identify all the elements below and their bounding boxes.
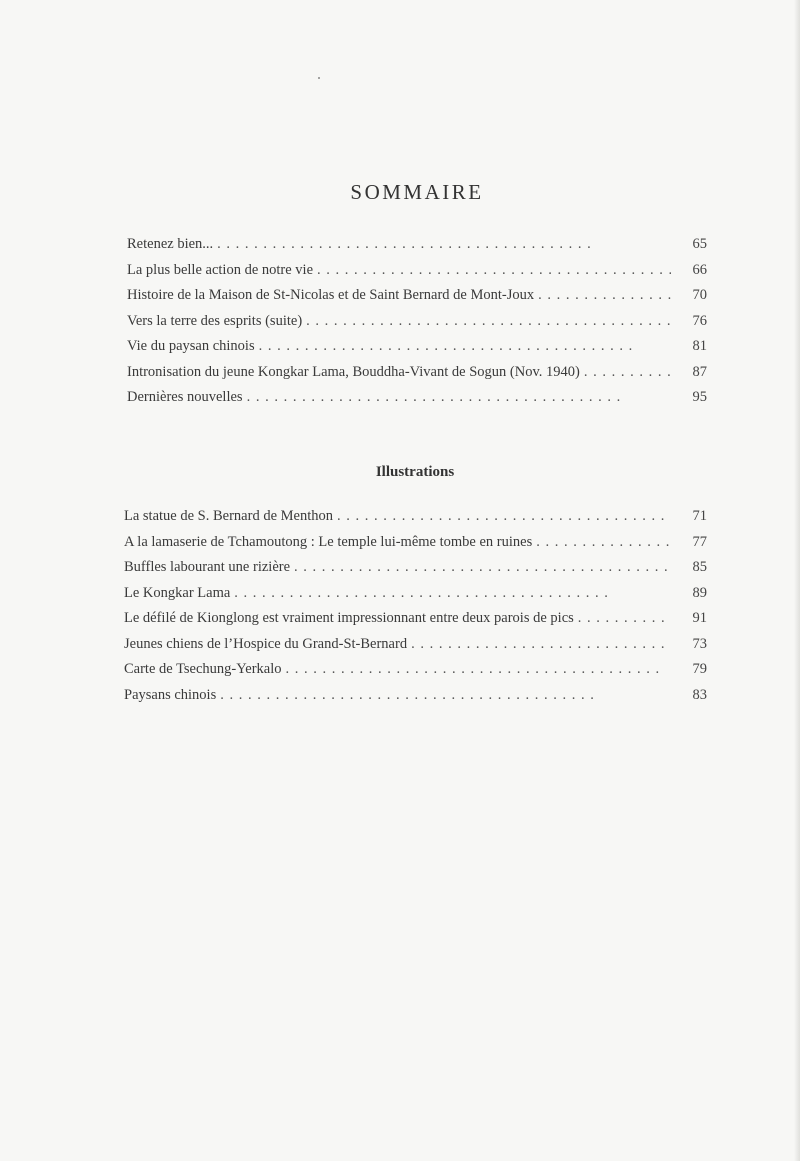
toc-entry (127, 262, 707, 288)
dot-leader (217, 236, 671, 253)
illustration-page: 83 (692, 686, 707, 703)
illustration-title: A la lamaserie de Tchamoutong : Le temple lui-même tombe en ruines (124, 533, 533, 550)
dot-leader (247, 389, 671, 406)
illustration-entry (124, 687, 707, 713)
toc-entry-title: Vers la terre des esprits (suite) (127, 312, 303, 329)
toc-entry-page: 65 (692, 236, 707, 252)
toc-entry-title: Retenez bien... (127, 236, 214, 252)
toc-entry (127, 313, 707, 339)
toc-entry-title: Histoire de la Maison de St-Nicolas et de Saint Bernard de Mont-Joux (127, 287, 535, 303)
illustration-page: 79 (692, 661, 707, 677)
dot-leader (286, 661, 671, 678)
illustration-title: Buffles labourant une rizière (124, 559, 291, 575)
toc-entry-title: Dernières nouvelles (127, 389, 243, 405)
illustration-entry (124, 559, 707, 585)
dot-leader (337, 508, 671, 525)
dot-leader (306, 313, 671, 330)
illustration-entry (124, 534, 707, 560)
paper-speck (318, 77, 320, 79)
dot-leader (578, 610, 671, 627)
illustrations-heading: Illustrations (375, 464, 455, 480)
dot-leader (317, 262, 671, 279)
toc-entry-title: Vie du paysan chinois (127, 338, 255, 354)
dot-leader (538, 287, 671, 304)
illustration-title: La statue de S. Bernard de Menthon (124, 508, 333, 524)
toc-entry-page: 81 (692, 338, 707, 354)
illustration-title: Paysans chinois (124, 686, 217, 703)
dot-leader (234, 585, 671, 602)
toc-entry-title: Intronisation du jeune Kongkar Lama, Bouddha-Vivant de Sogun (Nov. 1940) (127, 363, 580, 380)
page-title: SOMMAIRE (350, 180, 484, 204)
illustration-page: 73 (692, 635, 707, 652)
illustration-entry (124, 585, 707, 611)
illustrations-list (124, 508, 707, 712)
illustration-title: Le défilé de Kionglong est vraiment impressionnant entre deux parois de pics (124, 610, 574, 626)
toc-entry (127, 389, 707, 415)
toc-entry-page: 87 (692, 363, 707, 380)
dot-leader (411, 636, 671, 653)
toc-entry (127, 364, 707, 390)
page-edge-shadow (794, 0, 800, 1161)
toc-entry (127, 338, 707, 364)
illustration-page: 71 (692, 508, 707, 524)
illustration-title: Le Kongkar Lama (124, 584, 231, 601)
dot-leader (536, 534, 671, 551)
toc-entry-page: 66 (692, 261, 707, 278)
dot-leader (584, 364, 671, 381)
illustration-entry (124, 636, 707, 662)
dot-leader (220, 687, 671, 704)
illustration-page: 85 (692, 559, 707, 575)
contents-list (127, 236, 707, 415)
toc-entry-page: 70 (692, 287, 707, 303)
toc-entry-page: 95 (692, 389, 707, 405)
toc-entry (127, 236, 707, 262)
illustration-title: Jeunes chiens de l’Hospice du Grand-St-Bernard (124, 635, 408, 652)
illustration-entry (124, 610, 707, 636)
dot-leader (259, 338, 671, 355)
illustration-entry (124, 508, 707, 534)
toc-entry-title: La plus belle action de notre vie (127, 261, 314, 278)
illustration-page: 89 (692, 584, 707, 601)
toc-entry (127, 287, 707, 313)
toc-entry-page: 76 (692, 312, 707, 329)
illustration-page: 77 (692, 533, 707, 550)
illustration-title: Carte de Tsechung-Yerkalo (124, 661, 282, 677)
illustration-entry (124, 661, 707, 687)
dot-leader (294, 559, 671, 576)
illustration-page: 91 (692, 610, 707, 626)
